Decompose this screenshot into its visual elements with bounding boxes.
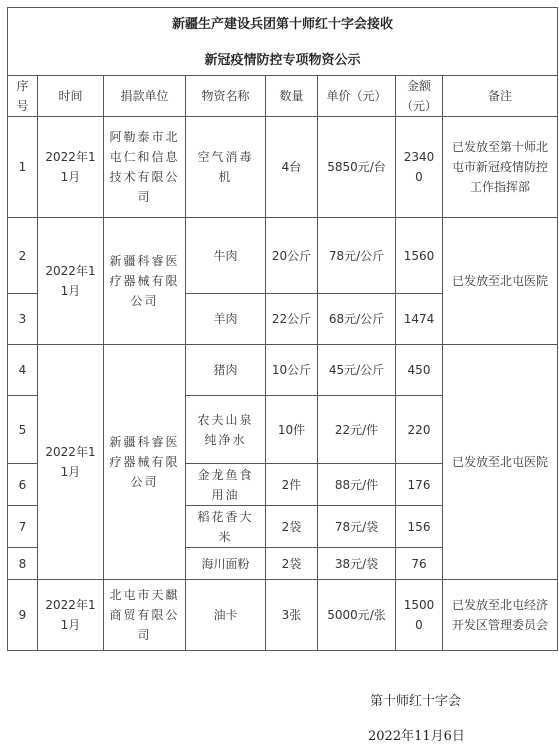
col-header-qty: 数量 [266, 76, 318, 117]
col-header-note: 备注 [443, 76, 558, 117]
cell-amount: 1560 [396, 218, 443, 294]
cell-qty: 3张 [266, 580, 318, 651]
cell-qty: 22公斤 [266, 294, 318, 345]
cell-amount: 220 [396, 396, 443, 464]
cell-amount: 1474 [396, 294, 443, 345]
cell-item: 稻花香大米 [186, 506, 266, 548]
cell-qty: 2袋 [266, 548, 318, 580]
col-header-item: 物资名称 [186, 76, 266, 117]
cell-amount: 176 [396, 464, 443, 506]
cell-seq: 9 [8, 580, 38, 651]
cell-seq: 8 [8, 548, 38, 580]
cell-amount: 76 [396, 548, 443, 580]
cell-donor: 新疆科睿医疗器械有限公司 [104, 218, 186, 345]
cell-qty: 2件 [266, 464, 318, 506]
signature-block [368, 684, 465, 754]
cell-item: 猪肉 [186, 345, 266, 396]
signature-org: 第十师红十字会 [370, 694, 462, 709]
cell-time: 2022年11月 [38, 218, 104, 345]
col-header-donor: 捐款单位 [104, 76, 186, 117]
cell-price: 5000元/张 [318, 580, 396, 651]
cell-amount: 23400 [396, 117, 443, 218]
cell-price: 88元/件 [318, 464, 396, 506]
materials-notice-table [7, 7, 558, 651]
cell-note: 已发放至北屯经济开发区管理委员会 [443, 580, 558, 651]
signature-date: 2022年11月6日 [368, 729, 465, 744]
cell-item: 金龙鱼食用油 [186, 464, 266, 506]
cell-time: 2022年11月 [38, 580, 104, 651]
cell-amount: 156 [396, 506, 443, 548]
cell-qty: 10件 [266, 396, 318, 464]
cell-qty: 20公斤 [266, 218, 318, 294]
cell-price: 45元/公斤 [318, 345, 396, 396]
cell-seq: 2 [8, 218, 38, 294]
cell-item: 牛肉 [186, 218, 266, 294]
cell-donor: 阿勒泰市北屯仁和信息技术有限公司 [104, 117, 186, 218]
title-line-2: 新冠疫情防控专项物资公示 [204, 52, 361, 68]
cell-note: 已发放至第十师北屯市新冠疫情防控工作指挥部 [443, 117, 558, 218]
title-row [8, 8, 558, 76]
header-row [8, 76, 558, 117]
cell-qty: 10公斤 [266, 345, 318, 396]
cell-seq: 4 [8, 345, 38, 396]
cell-price: 38元/袋 [318, 548, 396, 580]
notice-title [8, 8, 558, 76]
col-header-amount: 金额（元） [396, 76, 443, 117]
cell-seq: 5 [8, 396, 38, 464]
cell-item: 农夫山泉纯净水 [186, 396, 266, 464]
cell-amount: 15000 [396, 580, 443, 651]
cell-item: 羊肉 [186, 294, 266, 345]
cell-price: 68元/公斤 [318, 294, 396, 345]
cell-price: 22元/件 [318, 396, 396, 464]
col-header-price: 单价（元） [318, 76, 396, 117]
cell-time: 2022年11月 [38, 345, 104, 580]
cell-note: 已发放至北屯医院 [443, 345, 558, 580]
cell-price: 5850元/台 [318, 117, 396, 218]
cell-seq: 3 [8, 294, 38, 345]
table-row [8, 345, 558, 396]
cell-item: 海川面粉 [186, 548, 266, 580]
cell-qty: 4台 [266, 117, 318, 218]
cell-time: 2022年11月 [38, 117, 104, 218]
cell-price: 78元/公斤 [318, 218, 396, 294]
cell-amount: 450 [396, 345, 443, 396]
table-row [8, 218, 558, 294]
table-row [8, 580, 558, 651]
title-line-1: 新疆生产建设兵团第十师红十字会接收 [171, 16, 393, 32]
cell-item: 油卡 [186, 580, 266, 651]
cell-note: 已发放至北屯医院 [443, 218, 558, 345]
table-row [8, 117, 558, 218]
cell-item: 空气消毒机 [186, 117, 266, 218]
cell-donor: 北屯市天麒商贸有限公司 [104, 580, 186, 651]
cell-seq: 6 [8, 464, 38, 506]
cell-qty: 2袋 [266, 506, 318, 548]
col-header-seq: 序号 [8, 76, 38, 117]
cell-donor: 新疆科睿医疗器械有限公司 [104, 345, 186, 580]
cell-seq: 1 [8, 117, 38, 218]
cell-seq: 7 [8, 506, 38, 548]
col-header-time: 时间 [38, 76, 104, 117]
cell-price: 78元/袋 [318, 506, 396, 548]
